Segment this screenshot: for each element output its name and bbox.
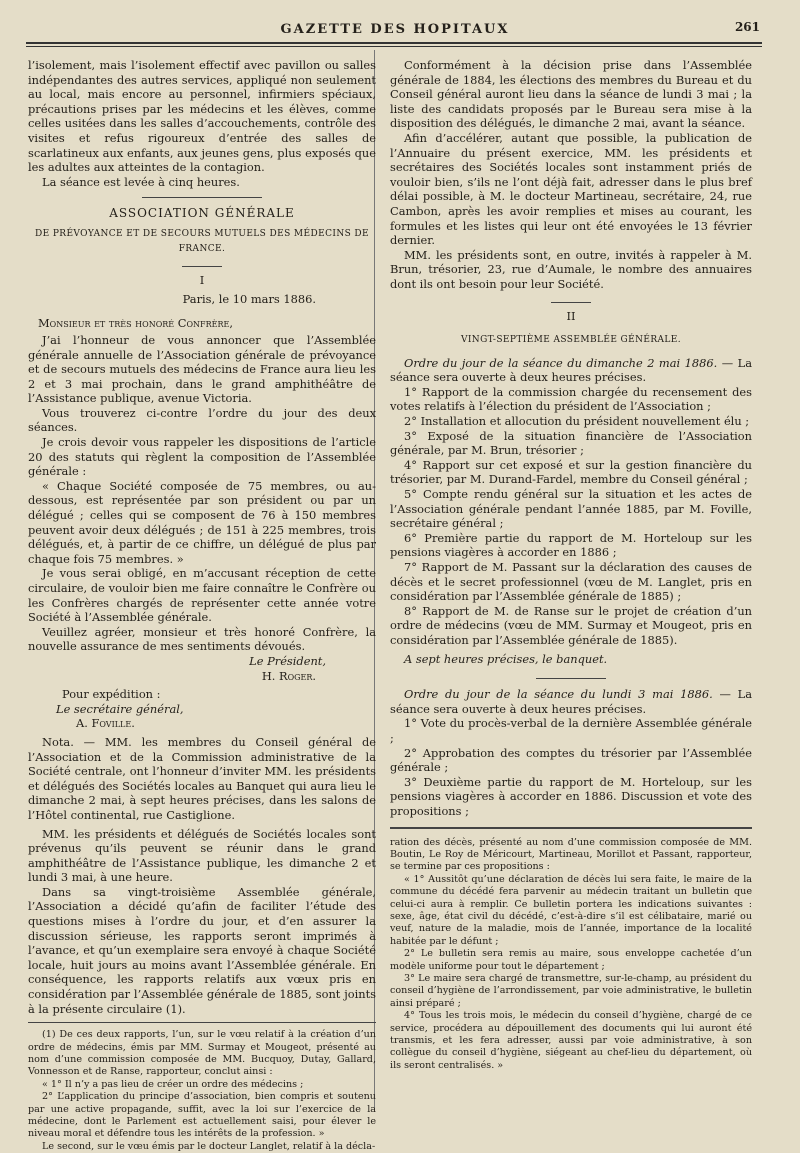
agenda-item: 3° Deuxième partie du rapport de M. Horteloup, sur les pensions viagères à accorder en 1886. Discussion et vote des propositions ; — [390, 774, 752, 818]
section-subtitle: DE PRÉVOYANCE ET DE SECOURS MUTUELS DES MÉDECINS DE FRANCE. — [34, 228, 370, 254]
page-header — [30, 18, 760, 44]
footnote-rule — [390, 827, 752, 829]
footnote: 3° Le maire sera chargé de transmettre, sur-le-champ, au président du conseil d’hygiène de l’arrondissement, par voie administrative, le bulletin ainsi préparé ; — [390, 972, 752, 1009]
footnote: Le second, sur le vœu émis par le docteur Langlet, relatif à la décla- — [42, 1140, 376, 1152]
section-title: ASSOCIATION GÉNÉRALE — [109, 206, 295, 221]
footnote: (1) De ces deux rapports, l’un, sur le vœu relatif à la création d’un ordre de médecins, émis par MM. Surmay et Mougeot, présenté au nom d’une commission composée de MM. Bucquoy, Dutay, Gallard, Vonnesson et de Ranse, rapporteur, conclut ainsi : — [28, 1029, 376, 1078]
agenda-item: 6° Première partie du rapport de M. Horteloup sur les pensions viagères à accorder en 1886 ; — [390, 530, 752, 560]
separator-rule — [182, 266, 222, 267]
section-number: I — [199, 273, 205, 288]
paragraph: Conformément à la décision prise dans l’Assemblée générale de 1884, les élections des membres du Bureau et du Conseil général auront lieu dans la séance de lundi 3 mai ; la liste des candidats proposés par le Bureau sera mise à la disposition des délégués, le dimanche 2 mai, avant la séance. — [390, 58, 752, 131]
salutation: Monsieur et très honoré Confrère, — [38, 316, 233, 331]
footnote: 2° L’application du principe d’association, bien compris et soutenu par une active propagande, suffit, avec la loi sur l’exercice de la médecine, dont le Parlement est actuellement saisi, pour élever le niveau moral et défendre tous les intérêts de la profession. » — [28, 1091, 376, 1140]
footnote: 4° Tous les trois mois, le médecin du conseil d’hygiène, chargé de ce service, procédera au dépouillement des documents qui lui auront été transmis, et les fera adresser, aussi par voie administrative, à son collègue du conseil d’hygiène, siégeant au chef-lieu du département, où ils seront centralisés. » — [390, 1010, 752, 1071]
paragraph: Veuillez agréer, monsieur et très honoré Confrère, la nouvelle assurance de mes sentiments dévoués. — [28, 624, 376, 654]
footnote: « 1° Aussitôt qu’une déclaration de décès lui sera faite, le maire de la commune du décédé fera parvenir au médecin traitant un bulletin que celui-ci aura à remplir. Ce bulletin portera les indications suivantes : sexe, âge, état civil du décédé, c’est-à-dire s’il est célibataire, marié ou veuf, nature de la maladie, mois de l’année, importance de la localité habitée par le défunt ; — [390, 873, 752, 947]
paragraph: J’ai l’honneur de vous annoncer que l’Assemblée générale annuelle de l’Association générale de prévoyance et de secours mutuels des médecins de France aura lieu les 2 et 3 mai prochain, dans le grand amphithéâtre de l’Assistance publique, avenue Victoria. — [28, 332, 376, 406]
dateline: Paris, le 10 mars 1886. — [182, 291, 316, 306]
signer-title: Le Président, — [249, 653, 326, 668]
expedition-line: Pour expédition : — [62, 687, 161, 702]
agenda-title: Ordre du jour de la séance du lundi 3 mai 1886. — [404, 687, 713, 702]
paragraph: Je vous serai obligé, en m’accusant réception de cette circulaire, de vouloir bien me faire connaître le Confrère ou les Confrères chargés de représenter cette année votre Société à l’Assemblée générale. — [28, 566, 376, 625]
header-rule-thin — [26, 46, 762, 47]
agenda-time: — La séance sera ouverte à deux heures précises. — [390, 687, 752, 716]
agenda-item: 3° Exposé de la situation financière de l’Association générale, par M. Brun, trésorier ; — [390, 428, 752, 458]
section-title: VINGT-SEPTIÈME ASSEMBLÉE GÉNÉRALE. — [460, 335, 682, 346]
paragraph: MM. les présidents et délégués de Sociétés locales sont prévenus qu’ils peuvent se réunir dans le grand amphithéâtre de l’Assistance publique, les dimanche 2 et lundi 3 mai, à une heure. — [28, 826, 376, 885]
agenda-time: — La séance sera ouverte à deux heures précises. — [390, 355, 752, 385]
agenda-title: Ordre du jour de la séance du dimanche 2 mai 1886. — [404, 355, 718, 370]
paragraph: MM. les présidents sont, en outre, invités à rappeler à M. Brun, trésorier, 23, rue d’Aumale, le nombre des annuaires dont ils ont besoin pour leur Société. — [390, 247, 752, 291]
expedition-line: A. Foville. — [76, 716, 135, 731]
agenda-item: 2° Installation et allocution du président nouvellement élu ; — [404, 414, 750, 429]
agenda-item: 7° Rapport de M. Passant sur la déclaration des causes de décès et le secret professionnel (vœu de M. Langlet, pris en considération par l’Assemblée générale de 1885) ; — [390, 560, 752, 604]
banquet-note: A sept heures précises, le banquet. — [404, 651, 608, 666]
footnote: 2° Le bulletin sera remis au maire, sous enveloppe cachetée d’un modèle uniforme pour tout le département ; — [390, 948, 752, 972]
footnote-rule — [28, 1022, 376, 1023]
separator-rule — [142, 197, 262, 198]
newspaper-title: GAZETTE DES HOPITAUX — [280, 22, 510, 37]
paragraph: Vous trouverez ci-contre l’ordre du jour des deux séances. — [28, 405, 376, 435]
paragraph: Dans sa vingt-troisième Assemblée générale, l’Association a décidé qu’afin de faciliter l’étude des questions mises à l’ordre du jour, et d’en assurer la discussion sérieuse, les rapports seront imprimés à l’avance, et qu’un exemplaire sera envoyé à chaque Société locale, huit jours au moins avant l’Assemblée générale. En conséquence, les rapports relatifs aux vœux pris en considération par l’Assemblée générale de 1885, sont joints à la présente circulaire (1). — [28, 884, 376, 1016]
expedition-line: Le secrétaire général, — [56, 701, 184, 716]
signer-name: H. Roger. — [261, 668, 316, 683]
agenda-item: 4° Rapport sur cet exposé et sur la gestion financière du trésorier, par M. Durand-Fardel, membre du Conseil général ; — [390, 457, 752, 487]
header-rule — [26, 42, 762, 44]
footnote: ration des décès, présenté au nom d’une commission composée de MM. Boutin, Le Roy de Méricourt, Martineau, Morillot et Passant, rapporteur, se termine par ces propositions : — [390, 836, 752, 873]
quotation: « Chaque Société composée de 75 membres, ou au-dessous, est représentée par son président ou par un délégué ; celles qui se composent de 76 à 150 membres peuvent avoir deux délégués ; de 151 à 225 membres, trois délégués, et, à partir de ce chiffre, un délégué de plus par chaque fois 75 membres. » — [28, 478, 376, 566]
nota-paragraph: Nota. — MM. les membres du Conseil général de l’Association et de la Commission administrative de la Société centrale, ont l’honneur d’inviter MM. les présidents et délégués des Sociétés locales au Banquet qui aura lieu le dimanche 2 mai, à sept heures précises, dans les salons de l’Hôtel continental, rue Castiglione. — [28, 734, 376, 822]
section-number: II — [566, 308, 576, 323]
paragraph: Afin d’accélérer, autant que possible, la publication de l’Annuaire du présent exercice, MM. les présidents et secrétaires des Sociétés locales sont instamment priés de vouloir bien, s’ils ne l’ont déjà fait, adresser dans le plus bref délai possible, à M. le docteur Martineau, secrétaire, 24, rue Cambon, après les avoir remplies et mises au courant, les formules et les listes qui leur ont été envoyées le 13 février dernier. — [390, 130, 752, 248]
paragraph: l’isolement, mais l’isolement effectif avec pavillon ou salles indépendantes des autres services, appliqué non seulement au local, mais encore au personnel, infirmiers spéciaux, précautions prises par les médecins et les élèves, comme celles usitées dans les salles d’accouchements, contrôle des visites et refus rigoureux d’entrée des salles de scarlatineux aux enfants, aux jeunes gens, plus exposés que les adultes aux atteintes de la contagion. — [28, 58, 376, 175]
separator-rule — [536, 678, 606, 679]
agenda-heading — [390, 356, 752, 385]
paragraph: Je crois devoir vous rappeler les dispositions de l’article 20 des statuts qui règlent la composition de l’Assemblée générale : — [28, 435, 376, 479]
agenda-item: 5° Compte rendu général sur la situation et les actes de l’Association générale pendant l’année 1885, par M. Foville, secrétaire général ; — [390, 487, 752, 531]
agenda-item: 1° Vote du procès-verbal de la dernière Assemblée générale ; — [390, 716, 752, 745]
page-number: 261 — [734, 20, 760, 34]
footnote: « 1° Il n’y a pas lieu de créer un ordre des médecins ; — [42, 1078, 304, 1090]
agenda-heading — [390, 687, 752, 716]
left-column — [28, 58, 376, 1153]
agenda-item: 1° Rapport de la commission chargée du recensement des votes relatifs à l’élection du président de l’Association ; — [390, 384, 752, 414]
agenda-item: 2° Approbation des comptes du trésorier par l’Assemblée générale ; — [390, 745, 752, 775]
separator-rule — [551, 302, 591, 303]
agenda-item: 8° Rapport de M. de Ranse sur le projet de création d’un ordre de médecins (vœu de MM. Surmay et Mougeot, pris en considération par l’Assemblée générale de 1885). — [390, 603, 752, 647]
right-column — [390, 58, 752, 1072]
paragraph: La séance est levée à cinq heures. — [42, 174, 240, 189]
